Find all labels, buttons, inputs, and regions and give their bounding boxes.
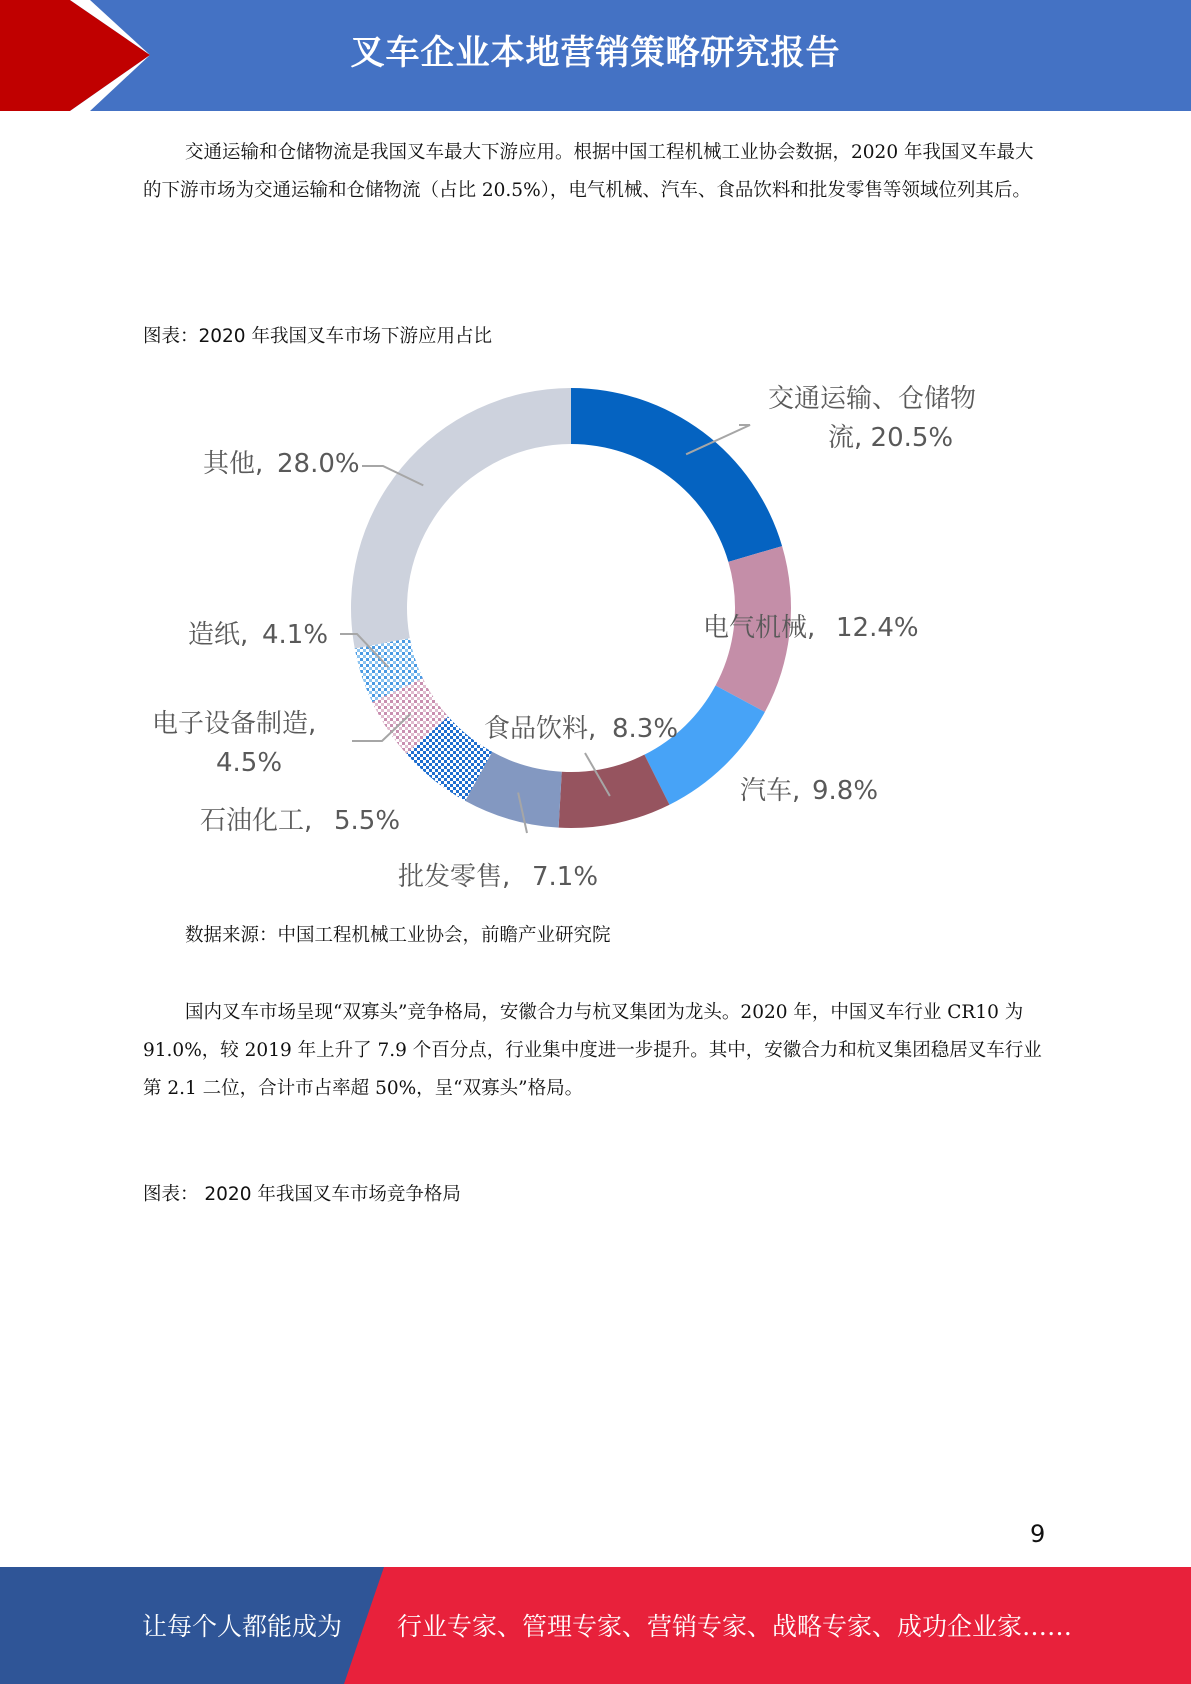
slice-other <box>351 388 571 648</box>
label-electronics-name: 电子设备制造, <box>152 709 317 739</box>
header-title: 叉车企业本地营销策略研究报告 <box>350 33 841 73</box>
label-wholesale-value: 7.1% <box>532 862 599 892</box>
label-auto-name: 汽车, <box>740 776 801 806</box>
label-paper-value: 4.1% <box>262 620 329 650</box>
label-other-name: 其他, <box>203 449 264 479</box>
figure1-source: 数据来源：中国工程机械工业协会，前瞻产业研究院 <box>185 925 611 946</box>
label-other-value: 28.0% <box>277 449 360 479</box>
figure2-caption: 图表： 2020 年我国叉车市场竞争格局 <box>143 1184 461 1205</box>
label-food-value: 8.3% <box>612 714 679 744</box>
donut-chart <box>0 370 1191 900</box>
label-auto-value: 9.8% <box>812 776 879 806</box>
label-food-name: 食品饮料, <box>484 714 597 744</box>
footer-banner <box>0 1567 1191 1684</box>
donut-slices <box>351 388 791 828</box>
label-electronics-value: 4.5% <box>216 748 283 778</box>
label-transport-value: 流, 20.5% <box>828 423 954 453</box>
footer-slogan-right: 行业专家、管理专家、营销专家、战略专家、成功企业家…… <box>397 1612 1073 1641</box>
label-wholesale-name: 批发零售, <box>398 862 511 892</box>
paragraph-downstream: 交通运输和仓储物流是我国叉车最大下游应用。根据中国工程机械工业协会数据，2020 年我国叉车最大的下游市场为交通运输和仓储物流（占比 20.5%），电气机械、汽车、食品饮料和批发零售等领域位列其后。 <box>143 142 1034 201</box>
paragraph-competition: 国内叉车市场呈现“双寡头”竞争格局，安徽合力与杭叉集团为龙头。2020 年，中国叉车行业 CR10 为 91.0%，较 2019 年上升了 7.9 个百分点，行业集中度进一步提升。其中，安徽合力和杭叉集团稳居叉车行业第 2.1 二位，合计市占率超 50%，呈“双寡头”格局。 <box>143 1002 1042 1099</box>
label-paper-name: 造纸, <box>188 620 249 650</box>
page-number: 9 <box>1030 1520 1046 1548</box>
label-petro-name: 石油化工, <box>200 806 313 836</box>
label-transport-name: 交通运输、仓储物 <box>768 384 977 414</box>
slice-transport <box>571 388 782 562</box>
figure1-caption: 图表：2020 年我国叉车市场下游应用占比 <box>143 326 492 347</box>
label-electrical-name: 电气机械, <box>703 613 816 643</box>
label-electrical-value: 12.4% <box>836 613 919 643</box>
footer-slogan-left: 让每个人都能成为 <box>142 1612 343 1641</box>
header-banner <box>0 0 1191 111</box>
label-petro-value: 5.5% <box>334 806 401 836</box>
